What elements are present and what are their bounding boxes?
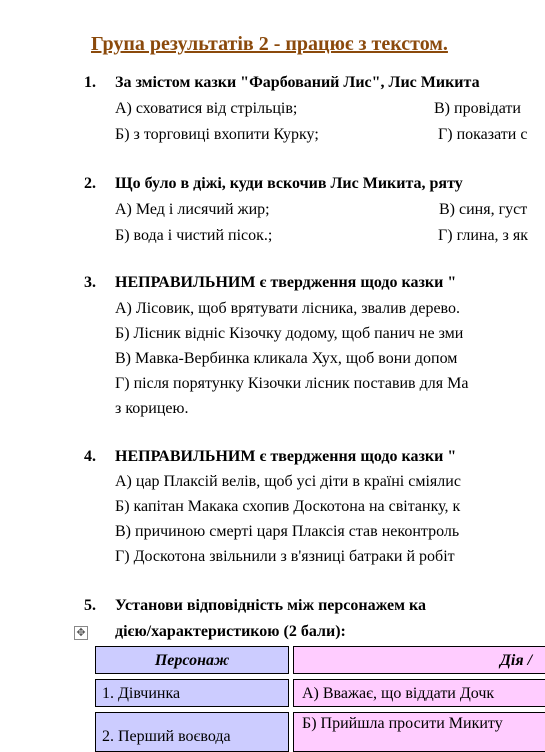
option-a: А) сховатися від стрільців; xyxy=(115,100,298,117)
table-cell-character: 2. Перший воєвода xyxy=(95,712,289,752)
page-title: Група результатів 2 - працює з текстом. xyxy=(91,33,448,55)
table-cell-action: А) Вважає, що віддати Дочк xyxy=(293,679,545,707)
question-text: НЕПРАВИЛЬНИМ є твердження щодо казки " xyxy=(115,274,457,291)
option-g-continuation: з корицею. xyxy=(115,400,189,417)
option-g: Г) після порятунку Кізочки лісник поставив для Ма xyxy=(115,375,469,392)
option-b: Б) Лісник відніс Кізочку додому, щоб панич не зми xyxy=(115,325,464,342)
question-number: 2. xyxy=(84,175,96,192)
option-b: Б) з торговиці вхопити Курку; xyxy=(115,126,319,143)
table-cell-character: 1. Дівчинка xyxy=(95,679,289,707)
table-header-action: Дія / xyxy=(293,646,545,674)
option-g: Г) Доскотона звільнили з в'язниці батраки й робіт xyxy=(115,548,455,565)
option-b: Б) капітан Макака схопив Доскотона на світанку, к xyxy=(115,498,461,515)
question-text: Що було в діжі, куди вскочив Лис Микита, ряту xyxy=(115,175,463,192)
question-text: НЕПРАВИЛЬНИМ є твердження щодо казки " xyxy=(115,448,457,465)
option-v: В) Мавка-Вербинка кликала Хух, щоб вони допом xyxy=(115,350,458,367)
option-g: Г) показати с xyxy=(438,126,528,143)
move-handle-icon[interactable]: ✥ xyxy=(74,626,88,640)
table-cell-action: Б) Прийшла просити Микиту xyxy=(293,712,545,752)
option-a: А) цар Плаксій велів, щоб усі діти в країні сміялис xyxy=(115,473,461,490)
option-g: Г) глина, з як xyxy=(438,227,528,244)
question-number: 1. xyxy=(84,74,96,91)
option-a: А) Мед і лисячий жир; xyxy=(115,201,270,218)
question-text-line1: Установи відповідність між персонажем ка xyxy=(115,597,426,614)
question-number: 5. xyxy=(84,597,96,614)
question-number: 4. xyxy=(84,448,96,465)
option-v: В) причиною смерті царя Плаксія став неконтроль xyxy=(115,523,460,540)
option-a: А) Лісовик, щоб врятувати лісника, звалив дерево. xyxy=(115,300,460,317)
question-text: За змістом казки "Фарбований Лис", Лис Микита xyxy=(115,74,480,91)
option-v: В) провідати xyxy=(434,100,521,117)
option-b: Б) вода і чистий пісок.; xyxy=(115,227,273,244)
question-number: 3. xyxy=(84,274,96,291)
option-v: В) синя, густ xyxy=(439,201,528,218)
question-text-line2: дією/характеристикою (2 бали): xyxy=(115,623,346,640)
table-header-character: Персонаж xyxy=(95,646,289,674)
